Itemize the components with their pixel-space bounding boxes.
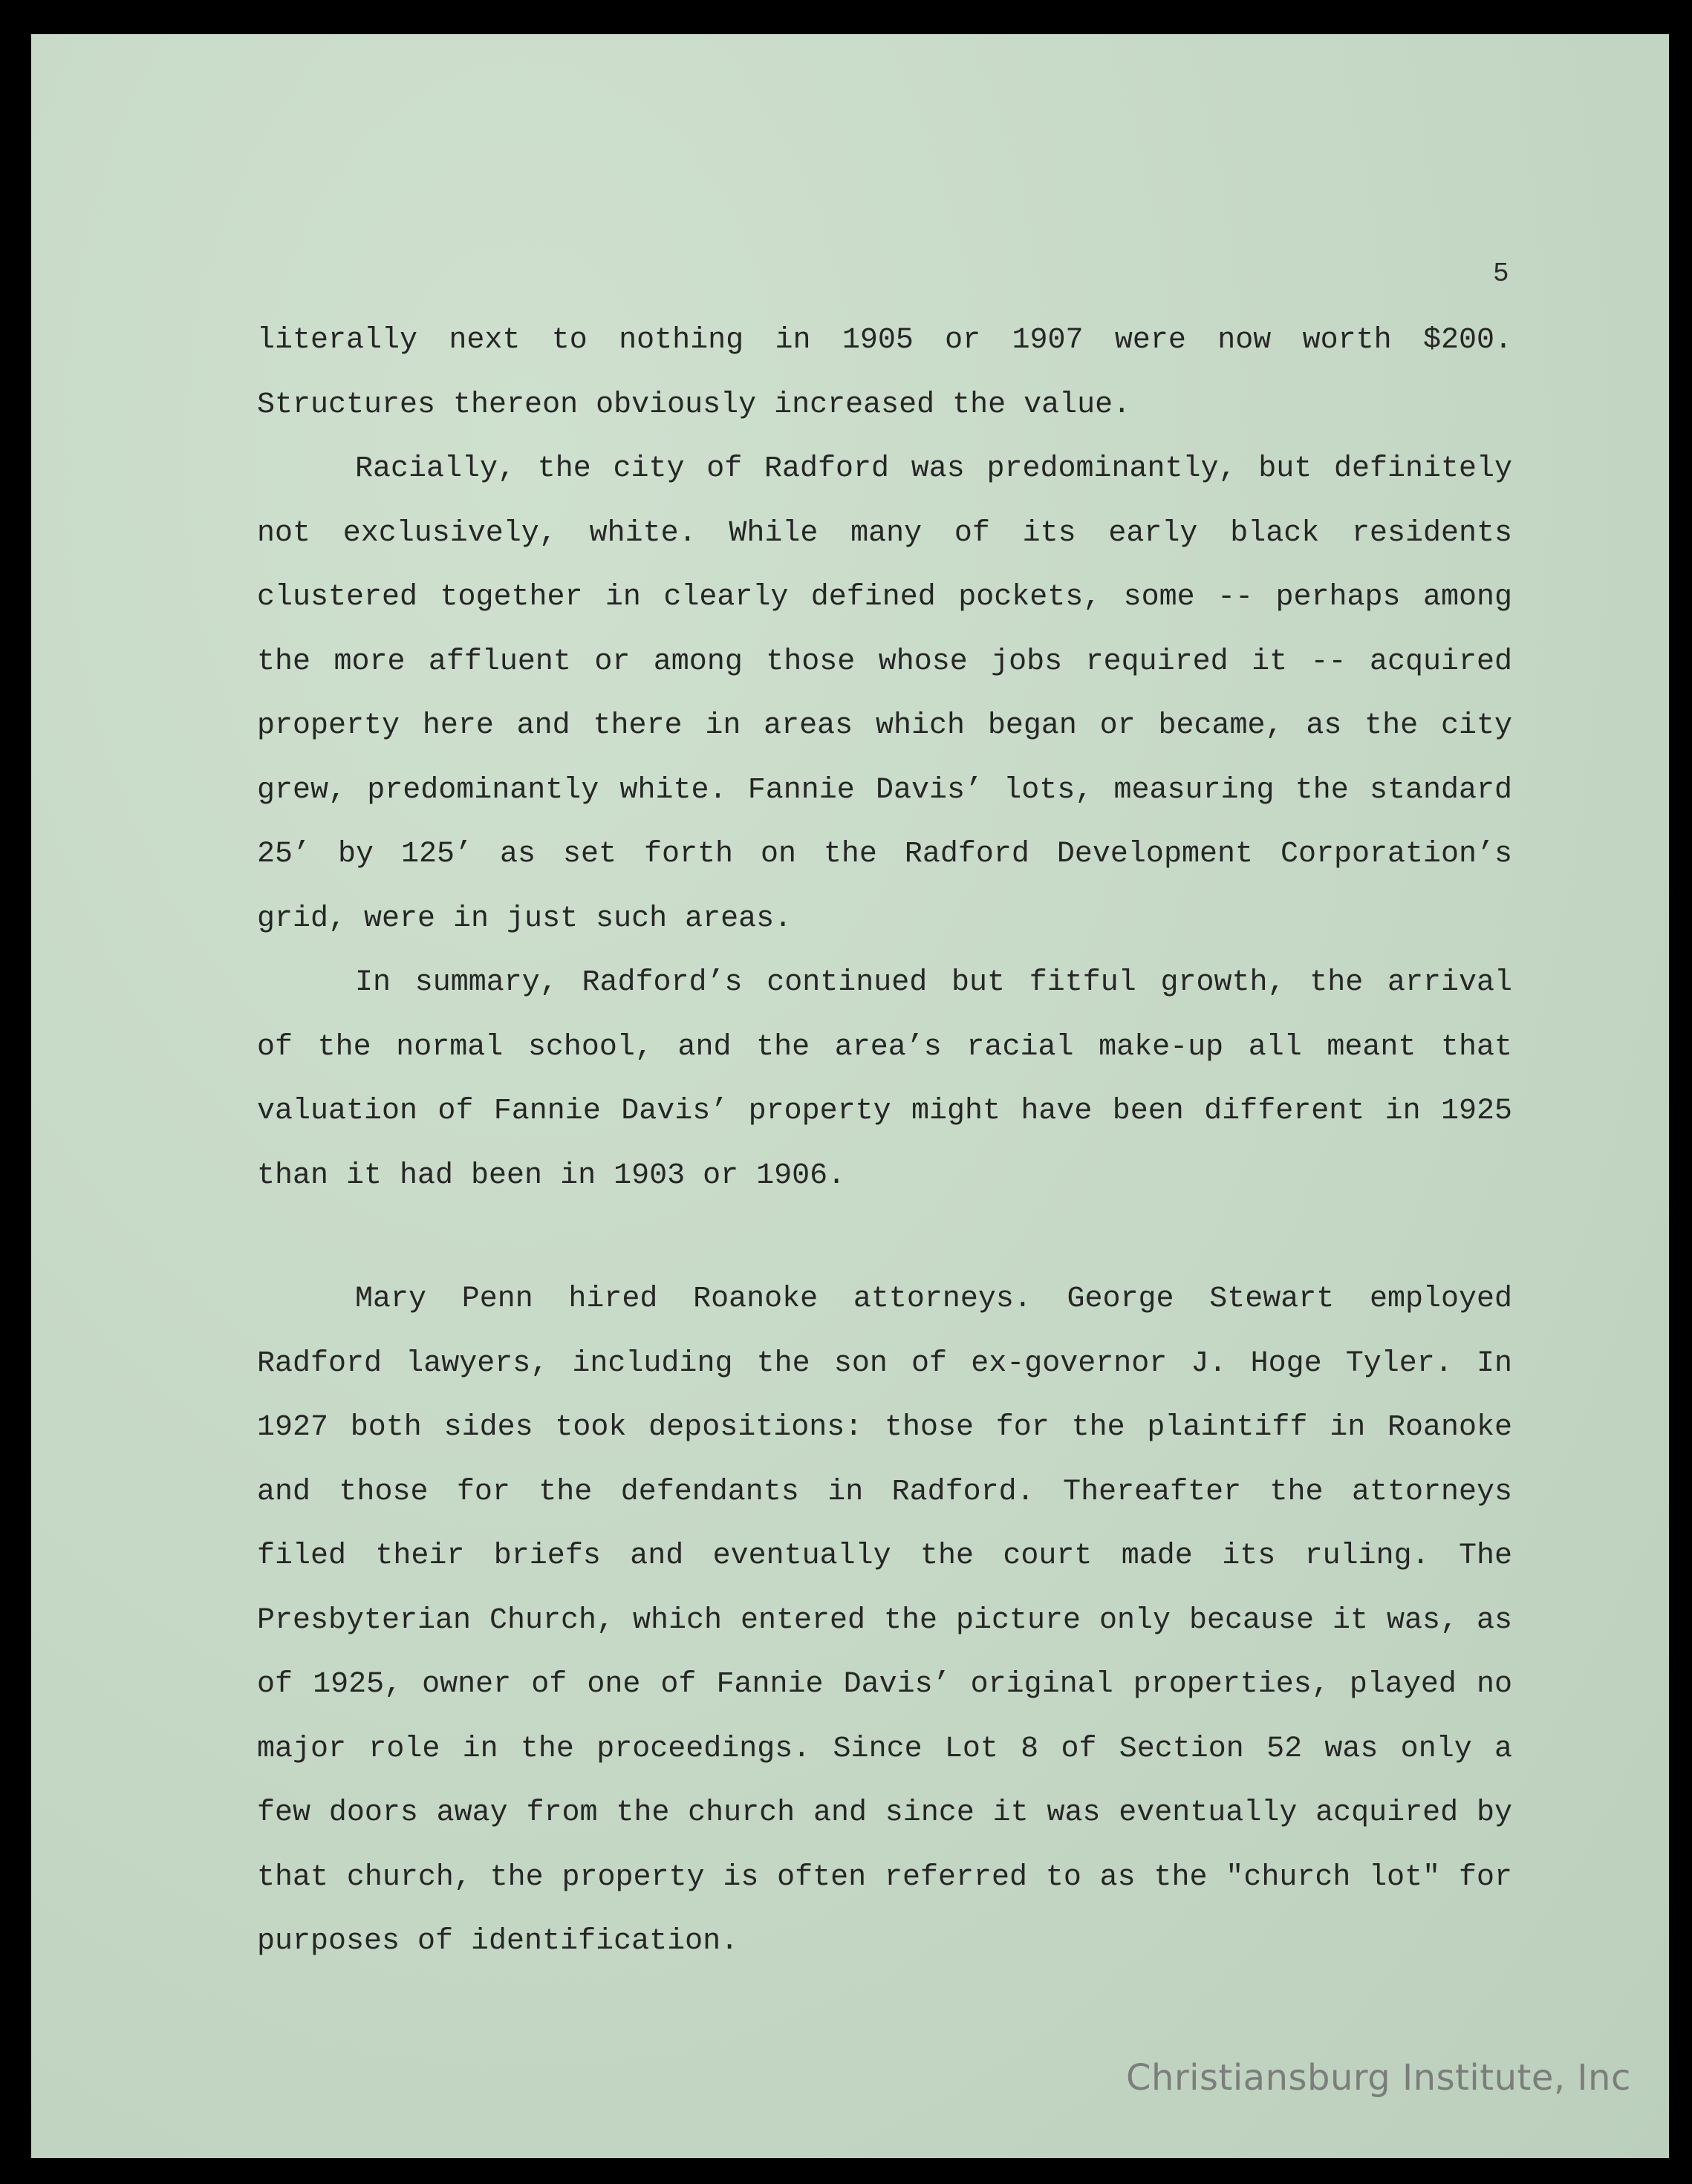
document-page	[31, 34, 1669, 2158]
paragraph-summary: In summary, Radford’s continued but fitful growth, the arrival of the normal school, and the area’s racial make-up all meant that valuation of Fannie Davis’ property might have been different in 1925 than it had been in 1903 or 1906.	[257, 966, 1512, 1193]
body-text-lower	[257, 1268, 1512, 1975]
paragraph-continuation: literally next to nothing in 1905 or 1907 were now worth $200. Structures thereon obviously increased the value.	[257, 324, 1512, 422]
paragraph-attorneys: Mary Penn hired Roanoke attorneys. George Stewart employed Radford lawyers, including the son of ex-governor J. Hoge Tyler. In 1927 both sides took depositions: those for the plaintiff in Roanoke and those for the defendants in Radford. Thereafter the attorneys filed their briefs and eventually the court made its ruling. The Presbyterian Church, which entered the picture only because it was, as of 1925, owner of one of Fannie Davis’ original properties, played no major role in the proceedings. Since Lot 8 of Section 52 was only a few doors away from the church and since it was eventually acquired by that church, the property is often referred to as the "church lot" for purposes of identification.	[257, 1282, 1512, 1958]
page-number: 5	[1493, 258, 1509, 289]
body-text-upper	[257, 309, 1512, 1208]
paragraph-racial-makeup: Racially, the city of Radford was predominantly, but definitely not exclusively, white. While many of its early black residents clustered together in clearly defined pockets, some -- perhaps among the more affluent or among those whose jobs required it -- acquired property here and there in areas which began or became, as the city grew, predominantly white. Fannie Davis’ lots, measuring the standard 25’ by 125’ as set forth on the Radford Development Corporation’s grid, were in just such areas.	[257, 452, 1512, 936]
watermark-text: Christiansburg Institute, Inc	[1126, 2057, 1631, 2099]
